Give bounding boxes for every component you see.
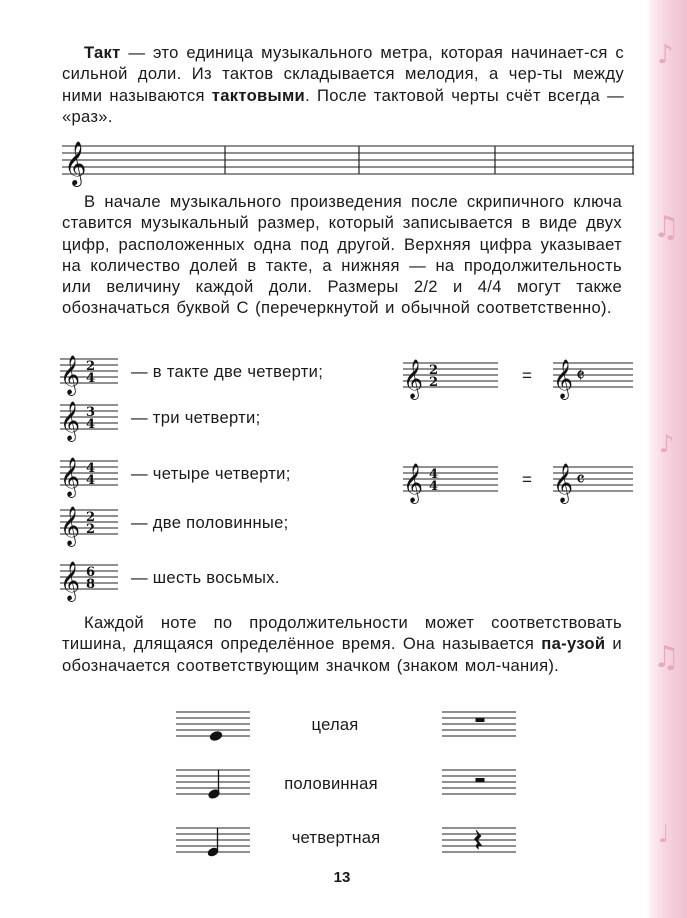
whole-note-staff xyxy=(176,708,250,742)
music-note-decor-icon: ♫ xyxy=(653,640,680,675)
quarter-rest-staff xyxy=(442,824,516,858)
time-signature-top: 4 xyxy=(86,461,96,476)
music-note-decor-icon: ♫ xyxy=(653,210,680,245)
music-note-decor-icon: ♪ xyxy=(659,430,675,458)
half-note-icon xyxy=(208,770,220,799)
time-signature-top: 6 xyxy=(86,565,96,580)
treble-clef-icon: 𝄞 xyxy=(64,141,87,185)
time-signature-bottom: 2 xyxy=(429,375,439,390)
equals-sign: = xyxy=(522,470,532,489)
staff-with-barlines xyxy=(62,136,634,186)
term-barlines: тактовыми xyxy=(211,85,306,105)
half-note-staff xyxy=(176,766,250,800)
time-signature-top: 2 xyxy=(429,363,439,378)
time-signature-bottom: 4 xyxy=(429,479,439,494)
music-note-decor-icon: ♩ xyxy=(658,820,670,848)
treble-clef-icon: 𝄞 xyxy=(553,463,574,503)
rest-name: четвертная xyxy=(291,828,381,847)
paragraph-text: и обозначается соответствующим значком (знаком мол-чания). xyxy=(62,634,622,675)
treble-clef-icon: 𝄞 xyxy=(60,457,81,497)
whole-note-icon xyxy=(210,731,223,742)
term-bar: Такт xyxy=(84,43,121,62)
meter-staff-2-2 xyxy=(60,505,118,545)
rest-name: половинная xyxy=(284,774,378,793)
half-rest-icon xyxy=(476,779,484,783)
whole-rest-icon xyxy=(476,718,484,722)
paragraph-rests xyxy=(62,612,622,676)
time-signature-top: 4 xyxy=(429,467,439,482)
whole-rest-staff xyxy=(442,708,516,742)
decorative-side-border xyxy=(649,0,687,918)
treble-clef-icon: 𝄞 xyxy=(60,506,81,546)
meter-staff-2-4 xyxy=(60,354,118,394)
staff-2-2 xyxy=(403,358,498,398)
treble-clef-icon: 𝄞 xyxy=(60,561,81,601)
time-signature-top: 2 xyxy=(86,510,96,525)
treble-clef-icon: 𝄞 xyxy=(403,463,424,503)
treble-clef-icon: 𝄞 xyxy=(60,401,81,441)
time-signature-bottom: 4 xyxy=(86,473,96,488)
term-rest: па-узой xyxy=(541,634,606,654)
quarter-note-icon xyxy=(207,828,219,857)
time-signature-bottom: 4 xyxy=(86,417,96,432)
meter-staff-3-4 xyxy=(60,400,118,440)
staff-common-time xyxy=(553,462,633,502)
paragraph-text: — это единица музыкального метра, которая начинает-ся с сильной доли. Из тактов складывается мелодия, а чер-ты между ними называются xyxy=(62,43,624,105)
cut-time-icon: 𝄵 xyxy=(576,363,585,387)
meter-label: — две половинные; xyxy=(131,513,289,532)
paragraph-text: Каждой ноте по продолжительности может соответствовать тишина, длящаяся определённое время. Она называется xyxy=(62,613,622,654)
equals-sign: = xyxy=(522,366,532,385)
meter-label: — шесть восьмых. xyxy=(131,568,280,587)
meter-label: — четыре четверти; xyxy=(131,464,291,483)
treble-clef-icon: 𝄞 xyxy=(403,359,424,399)
quarter-note-staff xyxy=(176,824,250,858)
meter-label: — три четверти; xyxy=(131,408,261,427)
page-number: 13 xyxy=(333,869,351,886)
rest-name: целая xyxy=(311,715,359,734)
time-signature-bottom: 2 xyxy=(86,522,96,537)
treble-clef-icon: 𝄞 xyxy=(60,355,81,395)
staff-4-4 xyxy=(403,462,498,502)
meter-staff-6-8 xyxy=(60,560,118,600)
meter-staff-4-4 xyxy=(60,456,118,496)
time-signature-top: 3 xyxy=(86,405,96,420)
paragraph-time-signature: В начале музыкального произведения после скрипичного ключа ставится музыкальный размер, который записывается в виде двух цифр, расположенных одна под другой. Верхняя цифра указывает на количество долей в такте, а нижняя — на продолжительность или величину каждой доли. Размеры 2/2 и 4/4 могут также обозначаться буквой С (перечеркнутой и обычной соответственно). xyxy=(62,192,622,318)
meter-label: — в такте две четверти; xyxy=(131,362,324,381)
staff-cut-time xyxy=(553,358,633,398)
time-signature-bottom: 8 xyxy=(86,577,96,592)
paragraph-text: . После тактовой черты счёт всегда — «раз». xyxy=(62,85,625,126)
time-signature-bottom: 4 xyxy=(86,371,96,386)
treble-clef-icon: 𝄞 xyxy=(553,359,574,399)
half-rest-staff xyxy=(442,766,516,800)
common-time-icon: 𝄴 xyxy=(576,467,585,491)
time-signature-top: 2 xyxy=(86,359,96,374)
paragraph-bar-definition xyxy=(62,42,624,127)
music-note-decor-icon: ♪ xyxy=(657,40,674,70)
staff-lines xyxy=(62,146,634,174)
